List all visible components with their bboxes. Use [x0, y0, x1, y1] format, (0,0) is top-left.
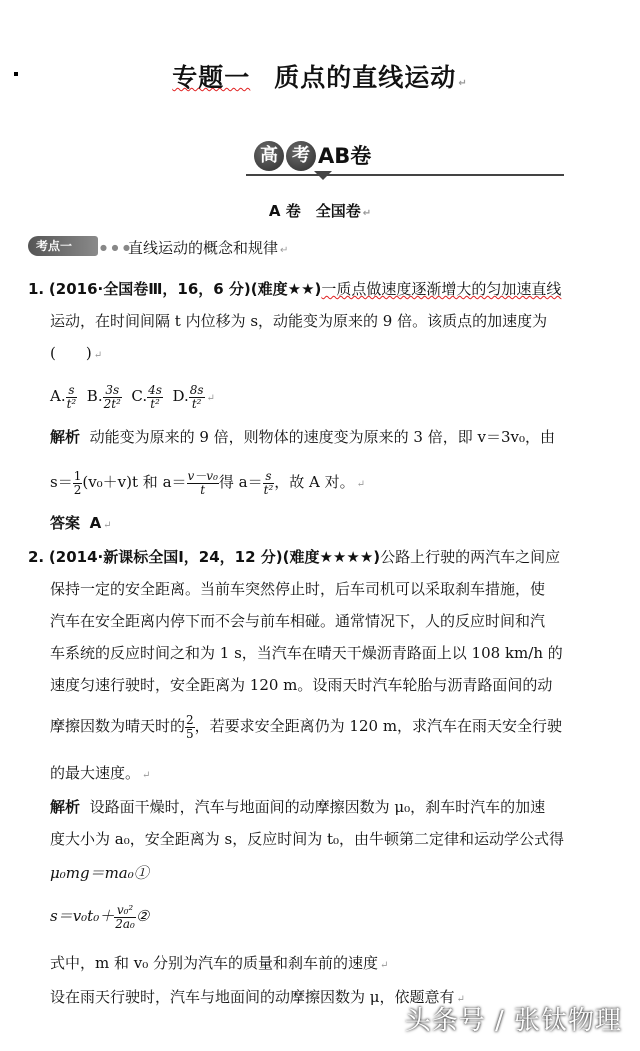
q2-note-2: 设在雨天行驶时，汽车与地面间的动摩擦因数为 μ，依题意有 ↵: [50, 988, 465, 1006]
banner-ab-label: AB卷: [318, 144, 372, 168]
q1-line1: 1. (2016·全国卷Ⅲ，16，6 分)(难度★★)一质点做速度逐渐增大的匀加速直线: [28, 280, 562, 298]
q1-line3: ( ) ↵: [50, 344, 103, 362]
q1-line2: 运动，在时间间隔 t 内位移为 s，动能变为原来的 9 倍。该质点的加速度为: [50, 312, 548, 330]
paper-subheading: A 卷 全国卷 ↵: [268, 202, 372, 220]
q2-line4: 车系统的反应时间之和为 1 s，当汽车在晴天干燥沥青路面上以 108 km/h 的: [50, 644, 563, 662]
banner-stamp-gao: 高: [254, 141, 284, 171]
banner-rule: [246, 174, 564, 176]
q2-equation-2: s＝v₀t₀＋ $\frac{\text{v₀²}}{\text{2a₀}}$ ②: [50, 902, 150, 931]
q2-equation-1: μ₀mg＝ma₀①: [50, 864, 149, 882]
page-title: 专题一 质点的直线运动 ↵: [172, 63, 468, 92]
q2-analysis-line2: 度大小为 a₀，安全距离为 s，反应时间为 t₀，由牛顿第二定律和运动学公式得: [50, 830, 565, 848]
title-part2: 质点的直线运动: [274, 63, 457, 92]
watermark: 头条号 / 张钛物理: [404, 1006, 622, 1036]
q1-options: A. $\frac{s}{\text{t²}}$ B. $\frac{3s}{\text{2t²}}$ C. $\frac{4s}{\text{t²}}$ D. $\frac{8s}{\text{t²}}$ ↵: [50, 382, 215, 411]
banner-notch-icon: [314, 171, 332, 180]
q2-line6: 摩擦因数为晴天时的 $\frac{2}{5}$ ，若要求安全距离仍为 120 m，求汽车在雨天安全行驶: [50, 712, 563, 741]
q1-answer: 答案 A ↵: [50, 514, 112, 532]
topic-title: 直线运动的概念和规律 ↵: [128, 239, 289, 257]
q2-note-1: 式中，m 和 v₀ 分别为汽车的质量和刹车前的速度 ↵: [50, 954, 389, 972]
q2-line1: 2. (2014·新课标全国Ⅰ，24，12 分)(难度★★★★)公路上行驶的两汽车之间应: [28, 548, 561, 566]
gaokao-ab-banner: [246, 137, 566, 187]
q2-line5: 速度匀速行驶时，安全距离为 120 m。设雨天时汽车轮胎与沥青路面间的动: [50, 676, 553, 694]
topic-tag: 考点一: [28, 236, 98, 256]
q1-analysis-line2: s＝ $\frac{1}{2}$ (v₀＋v)t 和 a＝ $\frac{\text{v－v₀}}{t}$ 得 a＝ $\frac{s}{\text{t²}}$ ，故 A 对。 ↵: [50, 468, 366, 497]
q2-line7: 的最大速度。 ↵: [50, 764, 151, 782]
q2-line2: 保持一定的安全距离。当前车突然停止时，后车司机可以采取刹车措施，使: [50, 580, 546, 598]
q2-line3: 汽车在安全距离内停下而不会与前车相碰。通常情况下，人的反应时间和汽: [50, 612, 546, 630]
banner-stamp-kao: 考: [286, 141, 316, 171]
topic-tag-dots-icon: ● ● ●: [100, 243, 132, 252]
q1-analysis-line1: 解析 动能变为原来的 9 倍，则物体的速度变为原来的 3 倍，即 v＝3v₀，由: [50, 428, 555, 446]
title-part1: 专题一: [172, 63, 251, 92]
q2-analysis-line1: 解析 设路面干燥时，汽车与地面间的动摩擦因数为 μ₀，刹车时汽车的加速: [50, 798, 546, 816]
